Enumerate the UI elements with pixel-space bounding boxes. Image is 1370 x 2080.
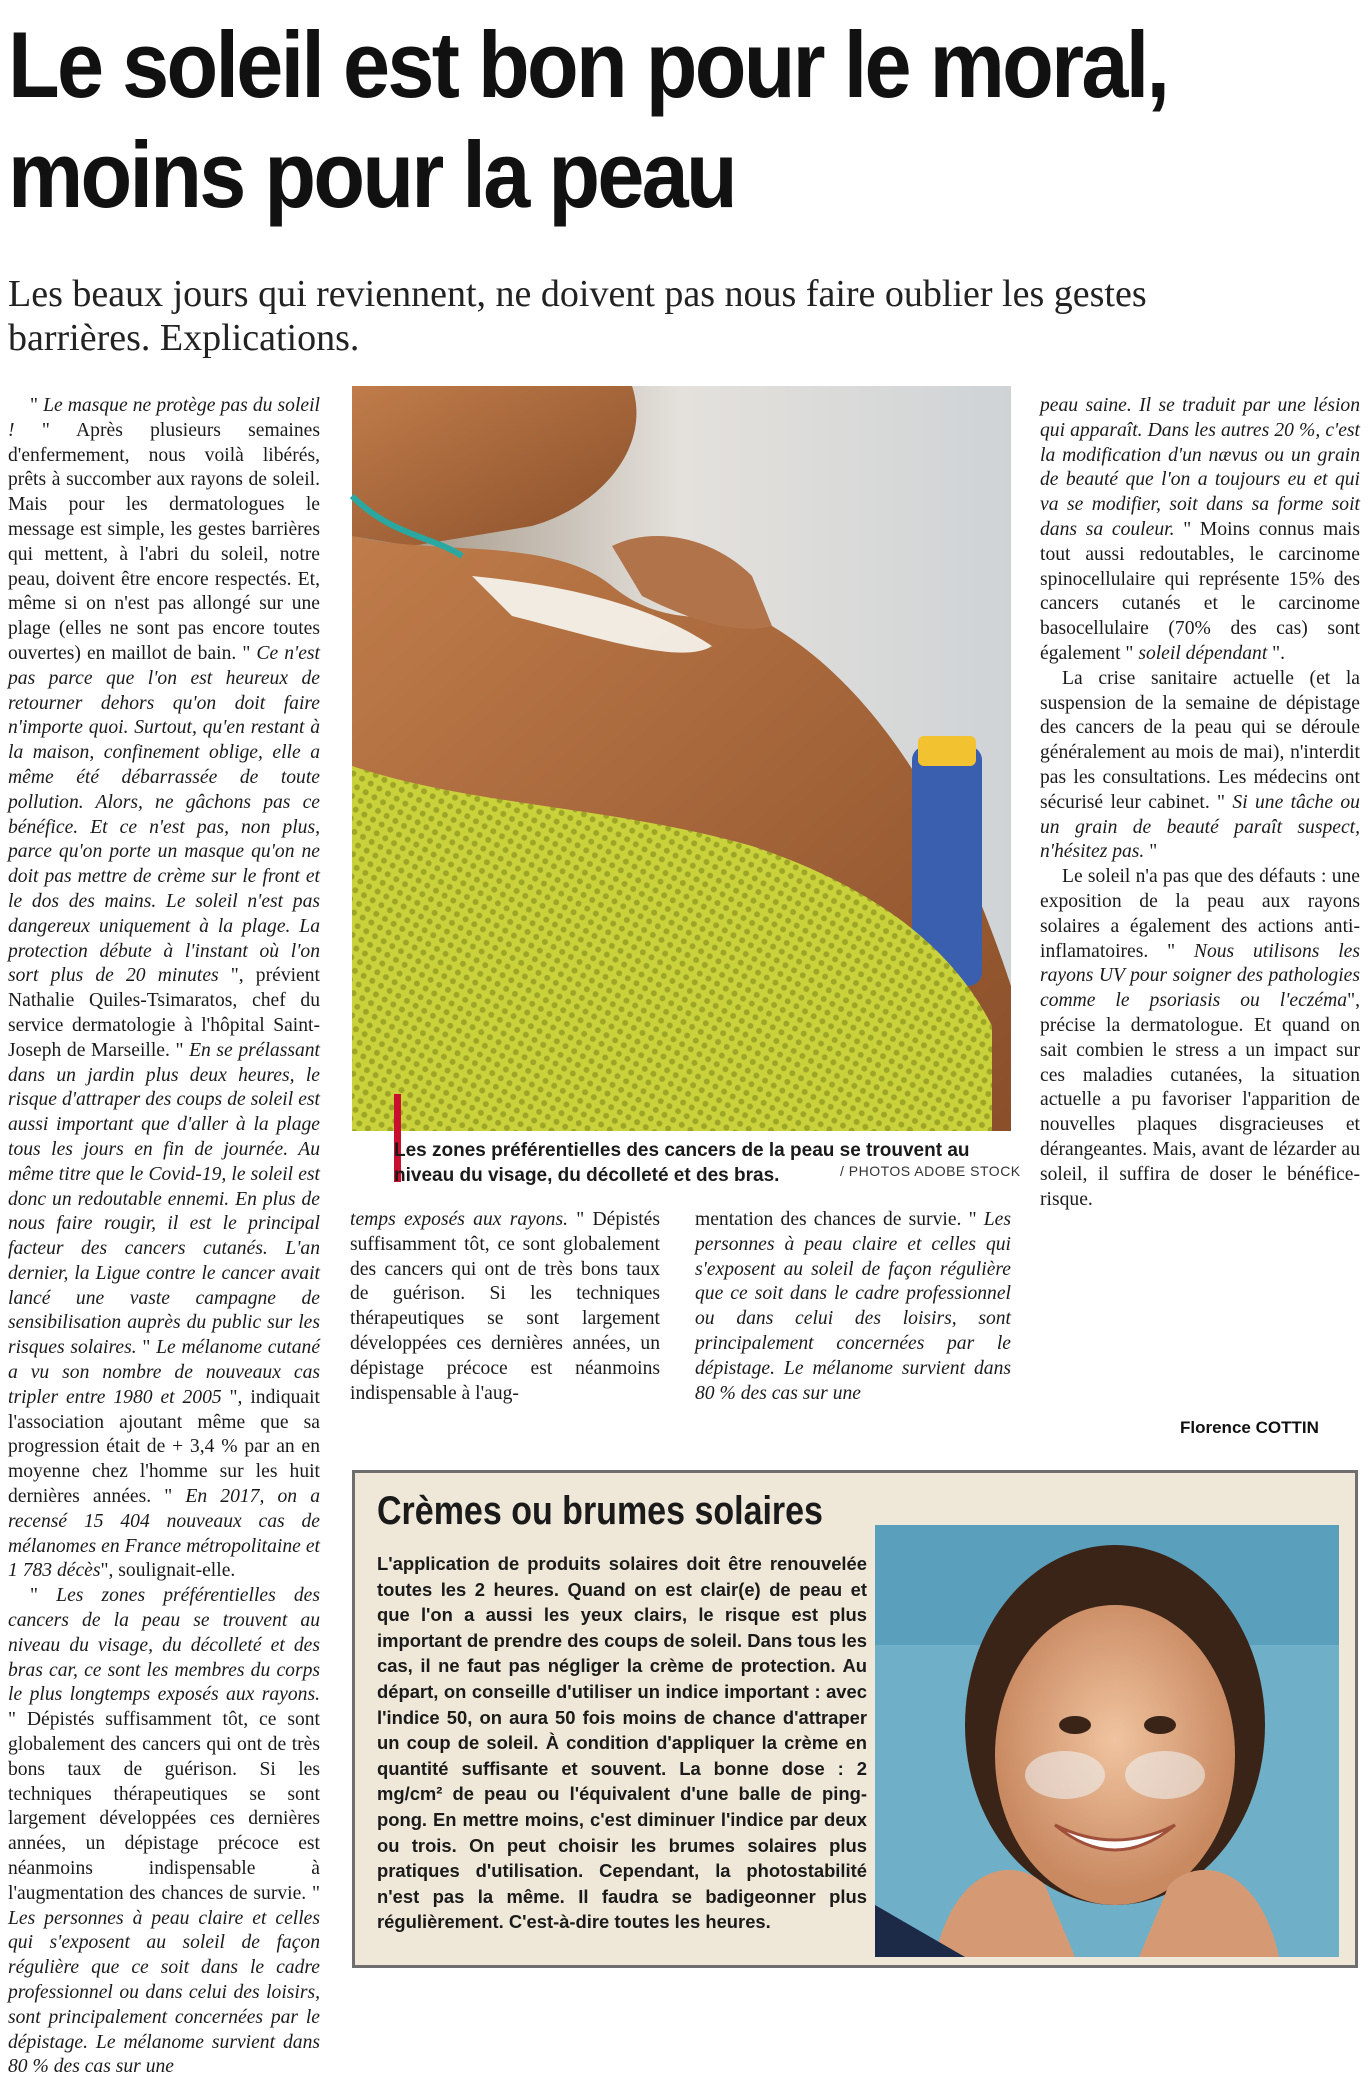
article-column-2 [350, 1208, 660, 1408]
photo-caption: Les zones préférentielles des cancers de la peau se trouvent au niveau du visage, du décolleté et des bras. [394, 1140, 970, 1186]
article-column-3 [695, 1208, 1011, 1408]
article-column-1 [8, 394, 321, 2078]
sidebar-text: L'application de produits solaires doit être renouvelée toutes les 2 heures. Quand on est clair(e) de peau et que l'on a aussi les yeux clairs, le risque est plus important de prendre des coups de soleil. Dans tous les cas, il ne faut pas négliger la crème de protection. Au départ, on conseille d'utiliser un indice important : avec l'indice 50, on aura 50 fois moins de chance d'attraper un coup de soleil. À condition d'appliquer la crème en quantité suffisante et souvent. La bonne dose : 2 mg/cm² de peau ou l'équivalent d'une balle de ping-pong. En mettre moins, c'est diminuer l'indice par deux ou trois. On peut choisir les brumes solaires plus pratiques d'utilisation. Cependant, la photostabilité n'est pas la même. Il faudra se badigeonner plus régulièrement. C'est-à-dire toutes les heures. [377, 1553, 867, 1933]
body-paragraph-continued: mentation des chances de survie. " Les personnes à peau claire et celles qui s'exposent au soleil de façon régulière que ce soit dans le cadre professionnel ou dans celui des loisirs, sont principalement concernées par le dépistage. Le mélanome survient dans 80 % des cas sur une [695, 1209, 1011, 1404]
sunscreen-shoulder-photo [352, 386, 1011, 1131]
body-paragraph-continued: temps exposés aux rayons. " Dépistés suffisamment tôt, ce sont globalement des cancers qui ont de très bons taux de guérison. Si les techniques thérapeutiques se sont largement développées ces dernières années, un dépistage précoce est néanmoins indispensable à l'aug- [350, 1209, 660, 1404]
body-paragraph: La crise sanitaire actuelle (et la suspension de la semaine de dépistage des cancers de la peau qui se déroule généralement au mois de mai), n'interdit pas les consultations. Les médecins ont sécurisé leur cabinet. " Si une tâche ou un grain de beauté paraît suspect, n'hésitez pas. " [1040, 667, 1360, 863]
body-paragraph: " Le masque ne protège pas du soleil ! " Après plusieurs semaines d'enfermement, nous voilà libérés, prêts à succomber aux rayons de soleil. Mais pour les dermatologues le message est simple, les gestes barrières qui mettent, à l'abri du soleil, notre peau, doivent être encore respectés. Et, même si on n'est pas allongé sur une plage (elles ne sont pas encore toutes ouvertes) en maillot de bain. " Ce n'est pas parce que l'on est heureux de retourner dehors qu'on doit faire n'importe quoi. Surtout, qu'en restant à la maison, confinement oblige, elle a même été débarrassée de toute pollution. Alors, ne gâchons pas ce bénéfice. Et ce n'est pas, non plus, parce qu'on porte un masque qu'on ne doit pas mettre de crème sur le front et le dos des mains. Le soleil n'est pas dangereux uniquement à la plage. La protection débute à l'instant où l'on sort plus de 20 minutes ", prévient Nathalie Quiles-Tsimaratos, chef du service dermatologie à l'hôpital Saint-Joseph de Marseille. " En se prélassant dans un jardin plus deux heures, le risque d'attraper des coups de soleil est aussi important que d'aller à la plage tous les jours en fin de journée. Au même titre que le Covid-19, le soleil est donc un redoutable ennemi. En plus de nous faire rougir, il est le principal facteur des cancers cutanés. L'an dernier, la Ligue contre le cancer avait lancé une vaste campagne de sensibilisation auprès du public sur les risques solaires. " Le mélanome cutané a vu son nombre de nouveaux cas tripler entre 1980 et 2005 ", indiquait l'association ajoutant même que sa progression était de + 3,4 % par an en moyenne chez l'homme sur les huit dernières années. " En 2017, on a recensé 15 404 nouveaux cas de mélanomes en France métropolitaine et 1 783 décès", soulignait-elle. [8, 395, 321, 1582]
sidebar-title: Crèmes ou brumes solaires [377, 1489, 823, 1533]
smiling-girl-photo [875, 1525, 1339, 1957]
body-paragraph: Le soleil n'a pas que des défauts : une exposition de la peau aux rayons solaires a également des actions anti-inflamatoires. " Nous utilisons les rayons UV pour soigner des pathologies comme le psoriasis ou l'eczéma", précise la dermatologue. Et quand on sait combien le stress a un impact sur ces maladies cutanées, la situation actuelle a pu favoriser l'apparition de nouvelles plaques disgracieuses et dérangeantes. Mais, avant de lézarder au soleil, il suffira de doser le bénéfice-risque. [1040, 866, 1360, 1210]
body-paragraph: " Les zones préférentielles des cancers de la peau se trouvent au niveau du visage, du décolleté et des bras car, ce sont les membres du corps le plus longtemps exposés aux rayons. " Dépistés suffisamment tôt, ce sont globalement des cancers qui ont de très bons taux de guérison. Si les techniques thérapeutiques se sont largement développées ces dernières années, un dépistage précoce est néanmoins indispensable à l'augmentation des chances de survie. " Les personnes à peau claire et celles qui s'exposent au soleil de façon régulière que ce soit dans le cadre professionnel ou dans celui des loisirs, sont principalement concernées par le dépistage. Le mélanome survient dans 80 % des cas sur une [8, 1585, 320, 2078]
article-column-4 [1040, 394, 1360, 1414]
body-paragraph-continued: peau saine. Il se traduit par une lésion qui apparaît. Dans les autres 20 %, c'est la modification d'un nævus ou un grain de beauté que l'on a toujours eu et qui va se modifier, soit dans sa forme soit dans sa couleur. " Moins connus mais tout aussi redoutables, le carcinome spinocellulaire qui représente 15% des cancers cutanés et le carcinome basocellulaire (70% des cas) sont également " soleil dépendant ". [1040, 395, 1360, 664]
article-subtitle: Les beaux jours qui reviennent, ne doivent pas nous faire oublier les gestes barrières. Explications. [8, 273, 1147, 359]
article-title: Le soleil est bon pour le moral, moins pour la peau [8, 12, 1168, 227]
sidebar-box [352, 1470, 1358, 1968]
article-author: Florence COTTIN [1180, 1418, 1319, 1437]
photo-credit: / PHOTOS ADOBE STOCK [840, 1163, 1021, 1179]
